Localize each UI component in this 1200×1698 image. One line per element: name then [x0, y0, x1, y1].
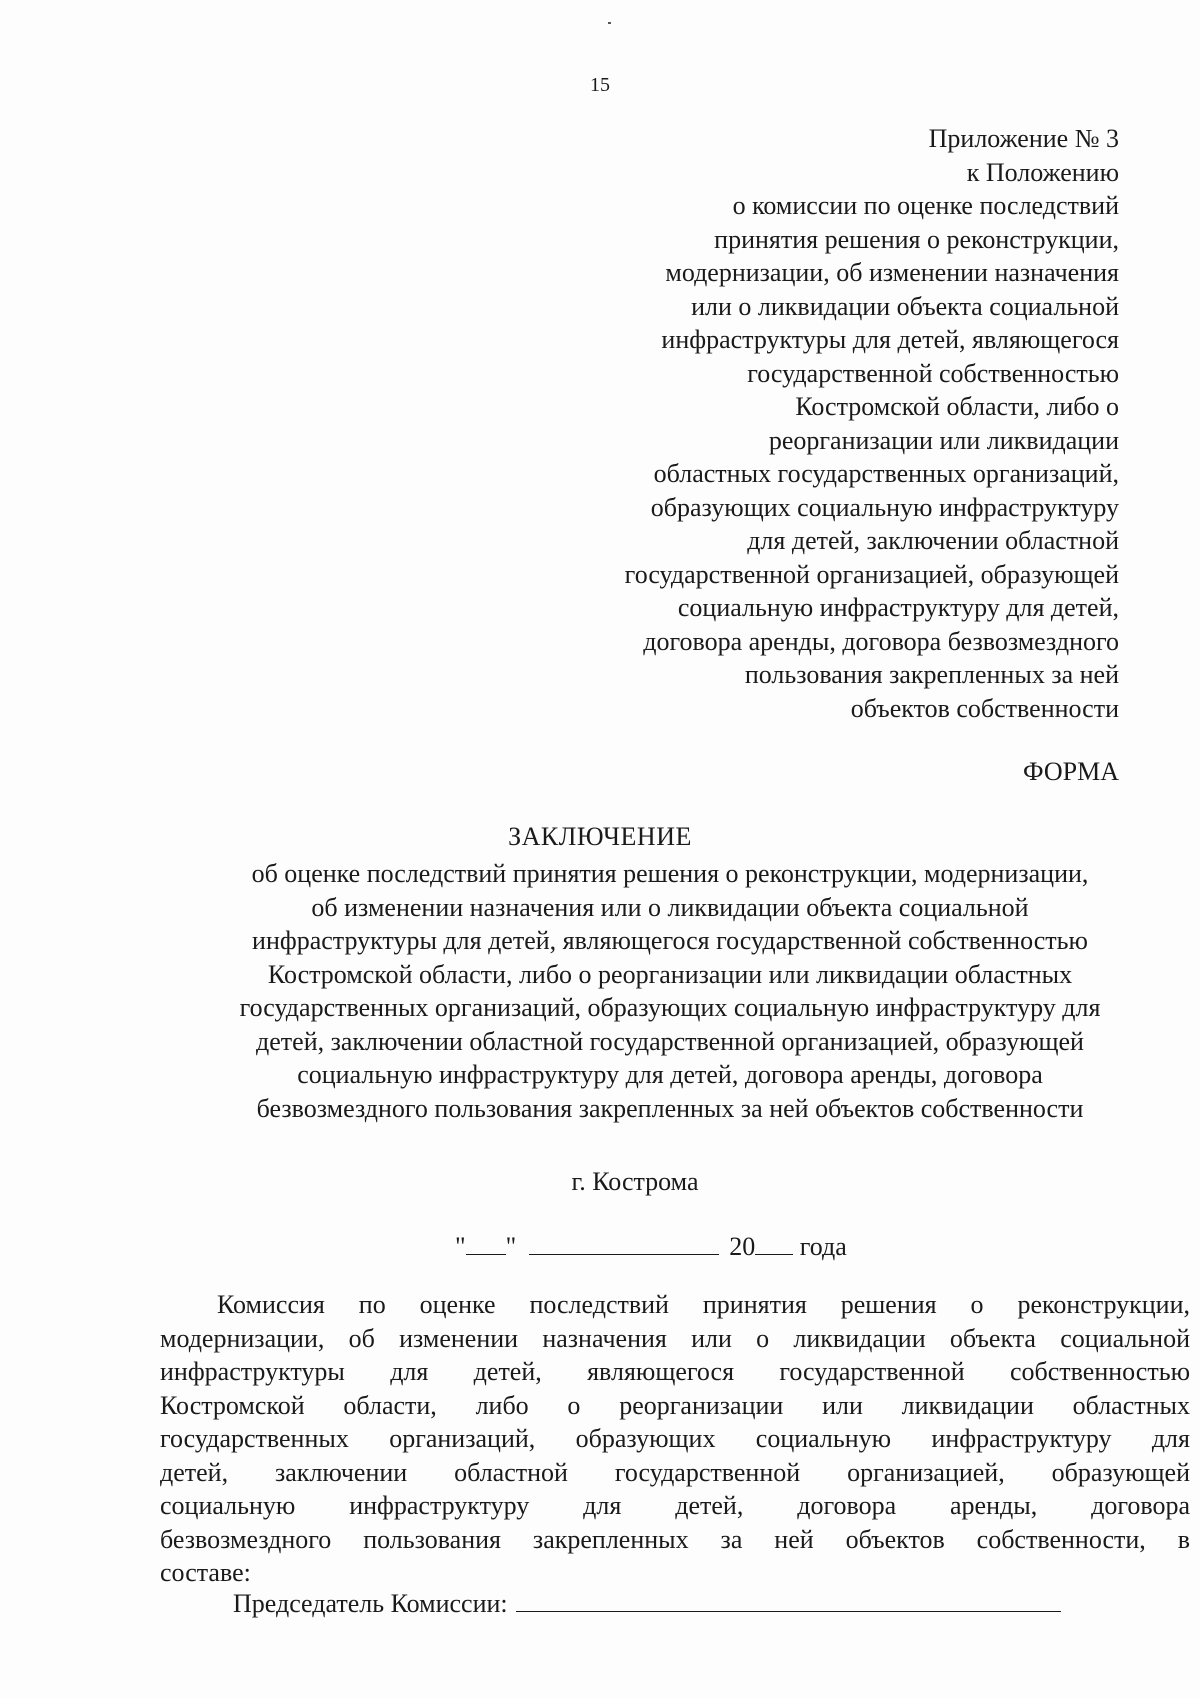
body-line: безвозмездного пользования закрепленных за ней объектов собственности, в [160, 1524, 1190, 1554]
page-number: 15 [590, 74, 610, 96]
body-line: модернизации, об изменении назначения или о ликвидации объекта социальной [160, 1323, 1190, 1353]
annex-line: принятия решения о реконструкции, [714, 224, 1119, 254]
annex-line: или о ликвидации объекта социальной [691, 291, 1119, 321]
date-open-quote: " [455, 1232, 466, 1261]
subtitle-line: инфраструктуры для детей, являющегося государственной собственностью [252, 926, 1088, 955]
subtitle-line: об оценке последствий принятия решения о реконструкции, модернизации, [251, 859, 1089, 888]
annex-line: для детей, заключении областной [747, 526, 1119, 555]
date-line [455, 1232, 847, 1262]
subtitle-line: безвозмездного пользования закрепленных за ней объектов собственности [256, 1093, 1084, 1123]
body-paragraph [160, 1288, 1190, 1590]
annex-line: модернизации, об изменении назначения [665, 258, 1119, 287]
city-name: г. Кострома [571, 1167, 699, 1196]
body-line: государственных организаций, образующих социальную инфраструктуру для [160, 1424, 1190, 1453]
year-prefix: 20 [729, 1232, 756, 1261]
annex-line: о комиссии по оценке последствий [732, 191, 1119, 220]
body-line: детей, заключении областной государственной организацией, образующей [160, 1457, 1190, 1487]
annex-line: областных государственных организаций, [653, 459, 1119, 488]
annex-line: реорганизации или ликвидации [768, 425, 1119, 455]
annex-line: образующих социальную инфраструктуру [650, 492, 1119, 522]
subtitle-line: социальную инфраструктуру для детей, договора аренды, договора [297, 1060, 1043, 1089]
chairman-label: Председатель Комиссии: [233, 1589, 508, 1618]
body-line: инфраструктуры для детей, являющегося государственной собственностью [160, 1357, 1190, 1386]
subtitle-line: детей, заключении областной государственной организацией, образующей [256, 1026, 1084, 1056]
body-line: Комиссия по оценке последствий принятия решения о реконструкции, [217, 1290, 1190, 1319]
year-suffix: года [799, 1232, 847, 1261]
annex-line: Костромской области, либо о [795, 392, 1119, 421]
chairman-blank-field[interactable] [516, 1589, 1061, 1612]
date-close-quote: " [505, 1232, 517, 1261]
body-line: составе: [160, 1558, 251, 1587]
day-blank-field[interactable] [466, 1232, 506, 1255]
chairman-row [233, 1589, 1061, 1619]
year-blank-field[interactable] [755, 1232, 793, 1255]
annex-line: к Положению [966, 157, 1119, 187]
annex-line: объектов собственности [850, 693, 1119, 723]
body-line: Костромской области, либо о реорганизации или ликвидации областных [160, 1390, 1190, 1420]
annex-line: государственной организацией, образующей [624, 559, 1119, 589]
annex-line: пользования закрепленных за ней [744, 660, 1119, 689]
document-subtitle [150, 857, 1190, 1125]
subtitle-line: Костромской области, либо о реорганизации или ликвидации областных [267, 959, 1073, 989]
annex-line: социальную инфраструктуру для детей, [677, 593, 1119, 622]
document-title: ЗАКЛЮЧЕНИЕ [508, 822, 692, 851]
subtitle-line: государственных организаций, образующих социальную инфраструктуру для [239, 993, 1101, 1022]
form-label: ФОРМА [1023, 757, 1119, 786]
annex-header [499, 122, 1119, 725]
annex-line: договора аренды, договора безвозмездного [643, 626, 1119, 656]
month-blank-field[interactable] [529, 1232, 719, 1255]
scan-speck [608, 22, 611, 24]
subtitle-line: об изменении назначения или о ликвидации объекта социальной [311, 892, 1029, 922]
annex-line: Приложение № 3 [928, 124, 1119, 153]
body-line: социальную инфраструктуру для детей, договора аренды, договора [160, 1491, 1190, 1520]
annex-line: государственной собственностью [747, 358, 1119, 388]
annex-line: инфраструктуры для детей, являющегося [661, 325, 1119, 354]
